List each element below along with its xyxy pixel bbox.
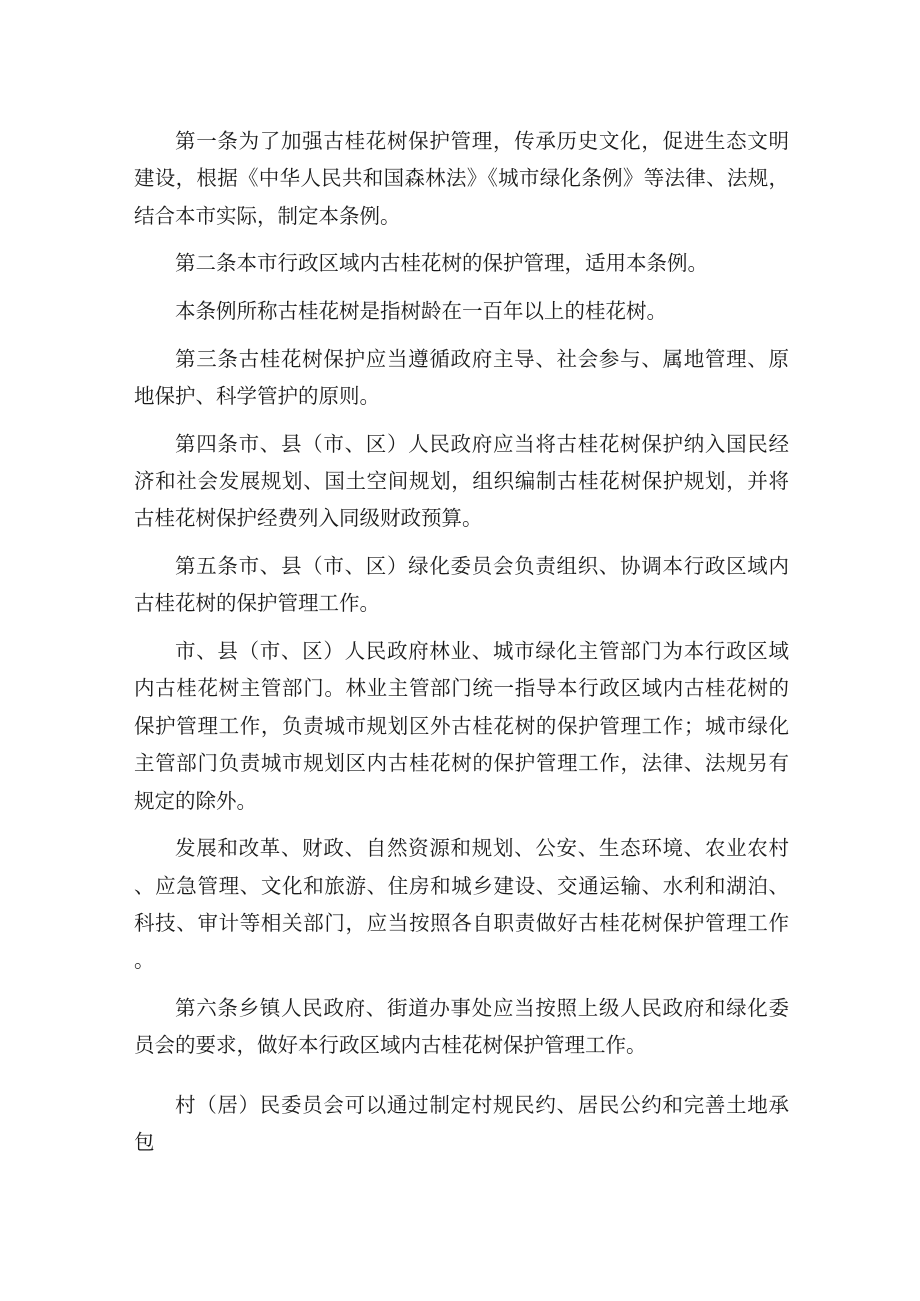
paragraph-article-4: 第四条市、县（市、区）人民政府应当将古桂花树保护纳入国民经济和社会发展规划、国土空间规划，组织编制古桂花树保护规划，并将古桂花树保护经费列入同级财政预算。 xyxy=(134,431,789,531)
paragraph-definition: 本条例所称古桂花树是指树龄在一百年以上的桂花树。 xyxy=(175,299,667,323)
paragraph-article-2: 第二条本市行政区域内古桂花树的保护管理，适用本条例。 xyxy=(175,251,708,276)
paragraph-article-6: 第六条乡镇人民政府、街道办事处应当按照上级人民政府和绿化委员会的要求，做好本行政区域内古桂花树保护管理工作。 xyxy=(134,996,789,1058)
document-body xyxy=(134,123,789,1172)
paragraph-article-5: 第五条市、县（市、区）绿化委员会负责组织、协调本行政区域内古桂花树的保护管理工作。 xyxy=(134,554,789,616)
paragraph-village-committees: 村（居）民委员会可以通过制定村规民约、居民公约和完善土地承包 xyxy=(134,1092,789,1155)
paragraph-article-3: 第三条古桂花树保护应当遵循政府主导、社会参与、属地管理、原地保护、科学管护的原则。 xyxy=(134,346,789,408)
paragraph-article-1: 第一条为了加强古桂花树保护管理，传承历史文化，促进生态文明建设，根据《中华人民共和国森林法》《城市绿化条例》等法律、法规，结合本市实际，制定本条例。 xyxy=(134,129,789,228)
paragraph-related-departments: 发展和改革、财政、自然资源和规划、公安、生态环境、农业农村、应急管理、文化和旅游、住房和城乡建设、交通运输、水利和湖泊、科技、审计等相关部门，应当按照各自职责做好古桂花树保护管理工作。 xyxy=(134,836,789,973)
paragraph-competent-departments: 市、县（市、区）人民政府林业、城市绿化主管部门为本行政区域内古桂花树主管部门。林业主管部门统一指导本行政区域内古桂花树的保护管理工作，负责城市规划区外古桂花树的保护管理工作；城市绿化主管部门负责城市规划区内古桂花树的保护管理工作，法律、法规另有规定的除外。 xyxy=(134,639,789,813)
